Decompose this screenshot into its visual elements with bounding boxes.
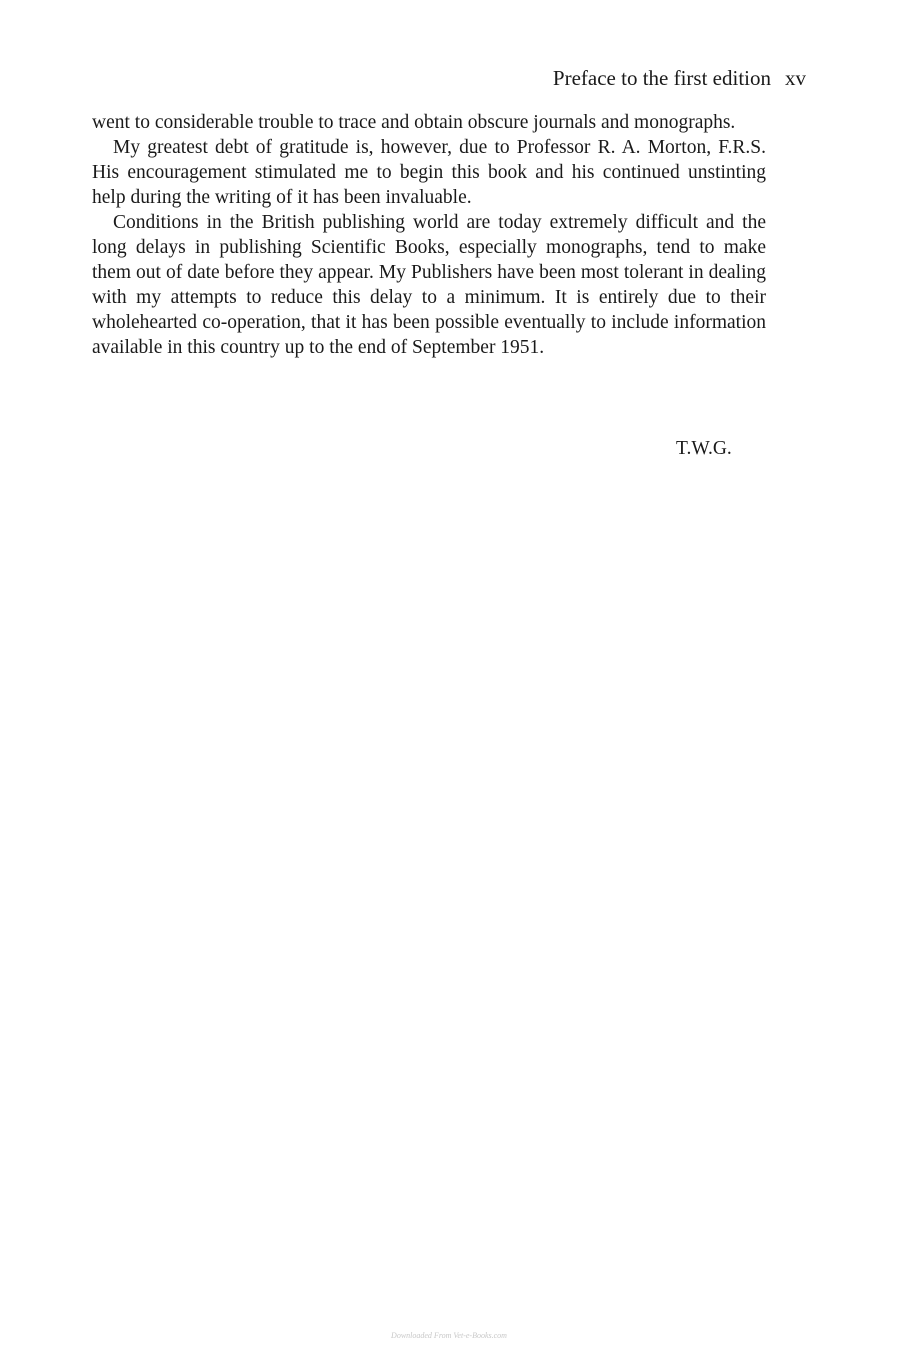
- body-text: [92, 110, 766, 360]
- running-head: [553, 64, 806, 92]
- paragraph-continuation: went to considerable trouble to trace and obtain obscure journals and monographs.: [92, 112, 736, 133]
- signature-initials: T.W.G.: [676, 438, 732, 459]
- page-number: xv: [785, 66, 806, 90]
- paragraph-publishing-conditions: Conditions in the British publishing world are today extremely difficult and the long delays in publishing Scientific Books, especially monographs, tend to make them out of date before they appear. My Publishers have been most tolerant in dealing with my attempts to reduce this delay to a minimum. It is entirely due to their wholehearted co-operation, that it has been possible eventually to include information available in this country up to the end of September 1951.: [92, 212, 766, 358]
- watermark: Downloaded From Vet-e-Books.com: [391, 1331, 507, 1340]
- running-head-title: Preface to the first edition: [552, 66, 771, 90]
- paragraph-gratitude: My greatest debt of gratitude is, however, due to Professor R. A. Morton, F.R.S. His encouragement stimulated me to begin this book and his continued unstinting help during the writing of it has been invaluable.: [92, 137, 766, 208]
